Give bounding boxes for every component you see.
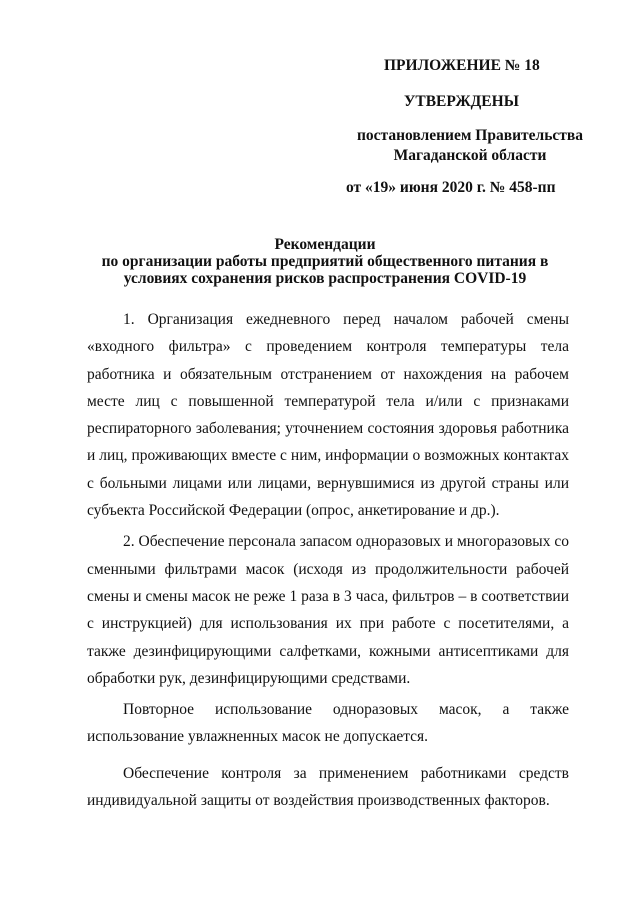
decree-date: от «19» июня 2020 г. № 458-пп bbox=[346, 179, 556, 196]
paragraph-2: 2. Обеспечение персонала запасом одноразовых и многоразовых со сменными фильтрами масок (исходя из продолжительности рабочей смены и смены масок не реже 1 раза в 3 часа, фильтров – в соответствии с инструкцией) для использования их при работе с посетителями, а также дезинфицирующими салфетками, кожными антисептиками для обработки рук, дезинфицирующими средствами. bbox=[87, 533, 569, 687]
decree-line-2: Магаданской области bbox=[393, 147, 547, 164]
annex-number: ПРИЛОЖЕНИЕ № 18 bbox=[384, 57, 540, 74]
document-body bbox=[87, 306, 569, 814]
title-line-3: условиях сохранения рисков распространения COVID-19 bbox=[123, 270, 527, 287]
paragraph-3: Повторное использование одноразовых масок, а также использование увлажненных масок не допускается. bbox=[87, 701, 569, 746]
approved-label: УТВЕРЖДЕНЫ bbox=[404, 93, 519, 110]
title-line-2: по организации работы предприятий общественного питания в bbox=[101, 253, 549, 270]
decree-line-1: постановлением Правительства bbox=[356, 127, 584, 144]
document-title bbox=[60, 236, 590, 287]
decree-reference bbox=[340, 126, 600, 166]
paragraph-1: 1. Организация ежедневного перед началом рабочей смены «входного фильтра» с проведением контроля температуры тела работника и обязательным отстранением от нахождения на рабочем месте лиц с повышенной температурой тела и/или с признаками респираторного заболевания; уточнением состояния здоровья работника и лиц, проживающих вместе с ним, информации о возможных контактах с больными лицами или лицами, вернувшимися из другой страны или субъекта Российской Федерации (опрос, анкетирование и др.). bbox=[87, 311, 569, 520]
title-line-1: Рекомендации bbox=[274, 236, 376, 253]
paragraph-4: Обеспечение контроля за применением работниками средств индивидуальной защиты от воздействия производственных факторов. bbox=[87, 764, 569, 810]
